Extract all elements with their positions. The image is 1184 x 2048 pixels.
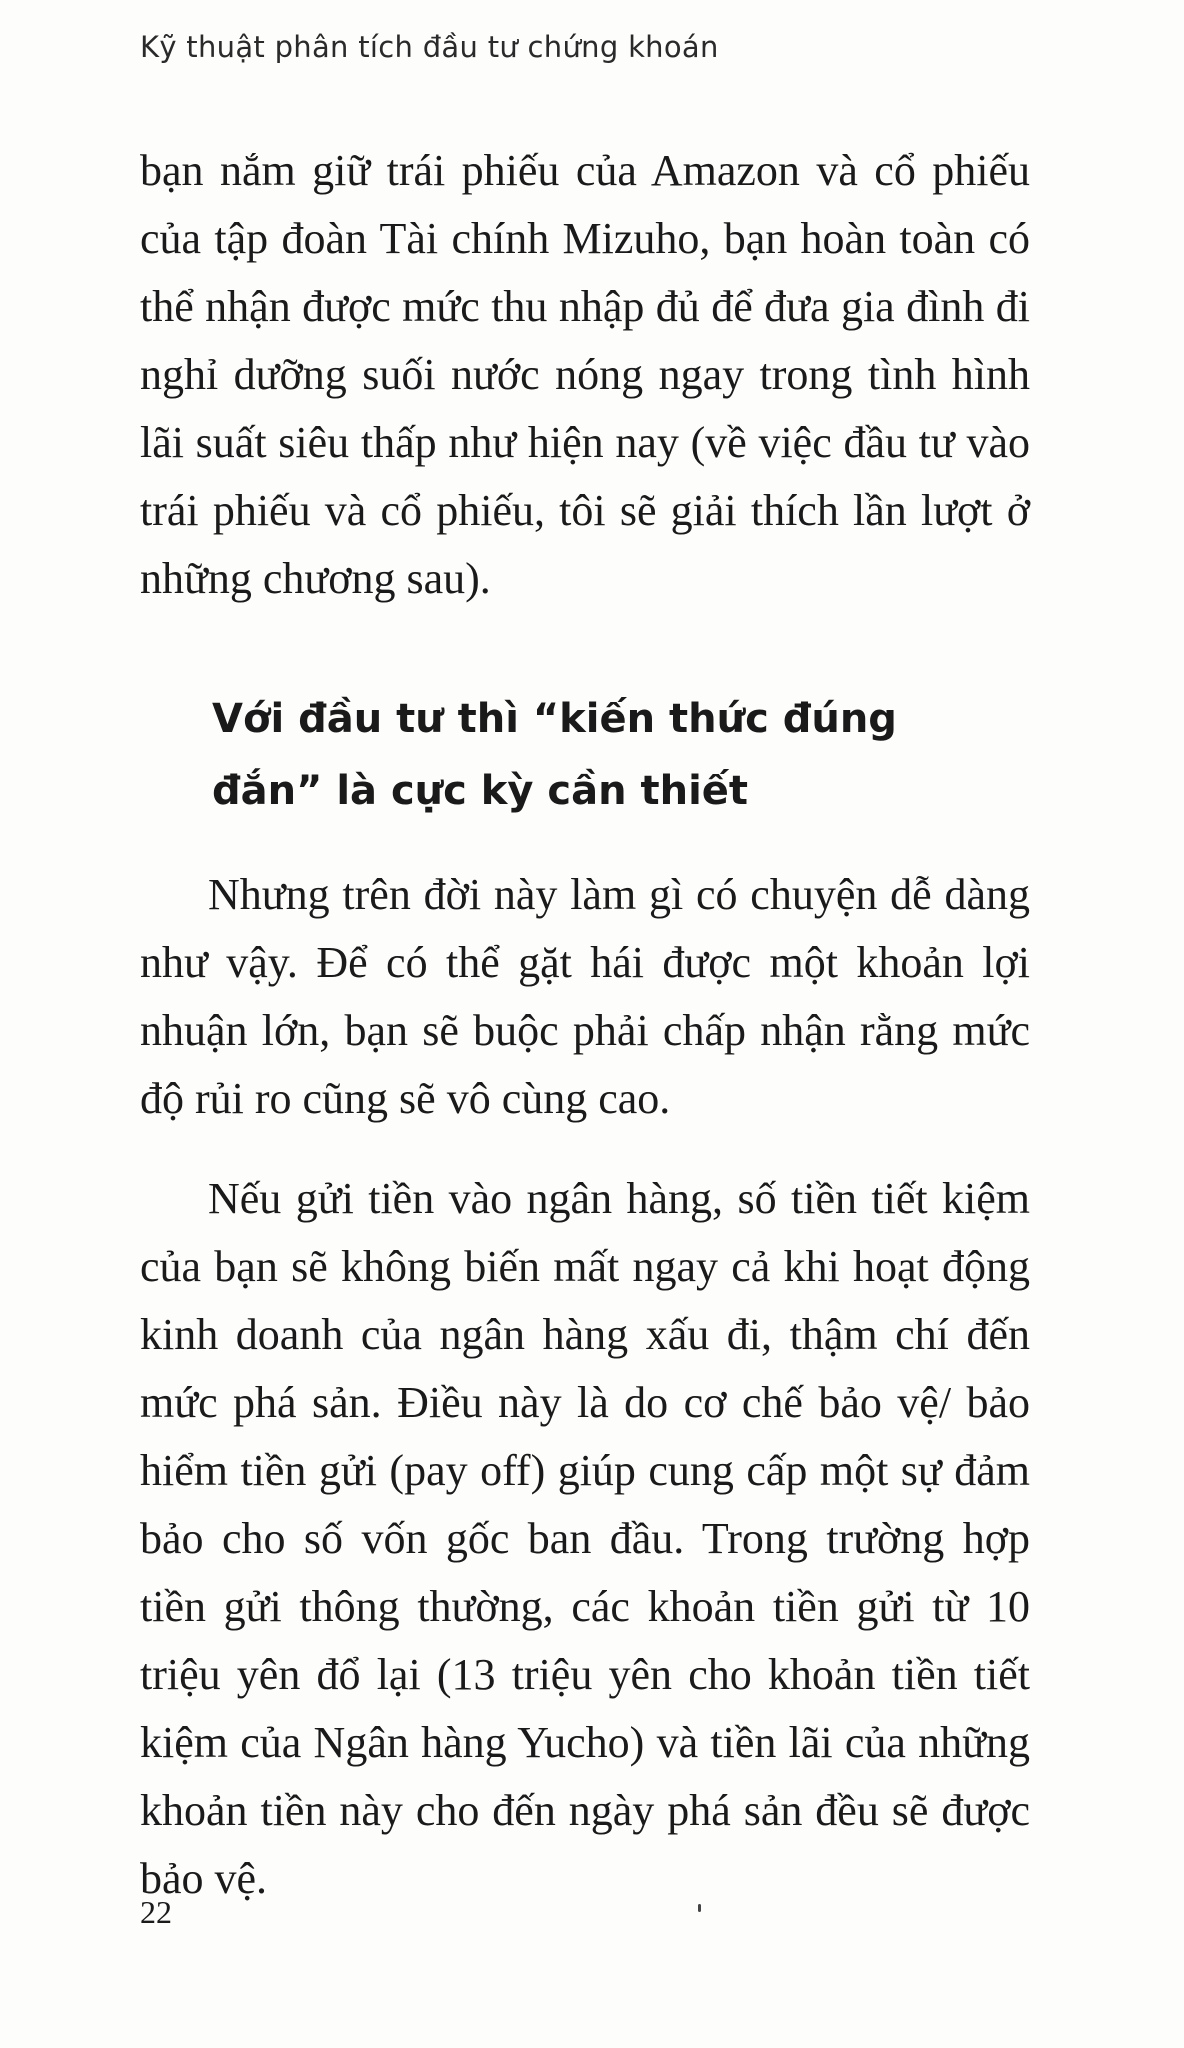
print-speck <box>698 1904 701 1912</box>
section-heading: Với đầu tư thì “kiến thức đúng đắn” là cực kỳ cần thiết <box>212 696 897 814</box>
body-paragraph: Nếu gửi tiền vào ngân hàng, số tiền tiết kiệm của bạn sẽ không biến mất ngay cả khi hoạt động kinh doanh của ngân hàng xấu đi, thậm chí đến mức phá sản. Điều này là do cơ chế bảo vệ/ bảo hiểm tiền gửi (pay off) giúp cung cấp một sự đảm bảo cho số vốn gốc ban đầu. Trong trường hợp tiền gửi thông thường, các khoản tiền gửi từ 10 triệu yên đổ lại (13 triệu yên cho khoản tiền tiết kiệm của Ngân hàng Yucho) và tiền lãi của những khoản tiền này cho đến ngày phá sản đều sẽ được bảo vệ. <box>140 1174 1030 1903</box>
page-number: 22 <box>140 1894 172 1930</box>
running-header: Kỹ thuật phân tích đầu tư chứng khoán <box>140 30 719 64</box>
body-paragraph: Nhưng trên đời này làm gì có chuyện dễ dàng như vậy. Để có thể gặt hái được một khoản lợi nhuận lớn, bạn sẽ buộc phải chấp nhận rằng mức độ rủi ro cũng sẽ vô cùng cao. <box>140 870 1030 1123</box>
page-content <box>140 137 1030 1913</box>
body-paragraph: bạn nắm giữ trái phiếu của Amazon và cổ phiếu của tập đoàn Tài chính Mizuho, bạn hoàn toàn có thể nhận được mức thu nhập đủ để đưa gia đình đi nghỉ dưỡng suối nước nóng ngay trong tình hình lãi suất siêu thấp như hiện nay (về việc đầu tư vào trái phiếu và cổ phiếu, tôi sẽ giải thích lần lượt ở những chương sau). <box>140 146 1030 603</box>
